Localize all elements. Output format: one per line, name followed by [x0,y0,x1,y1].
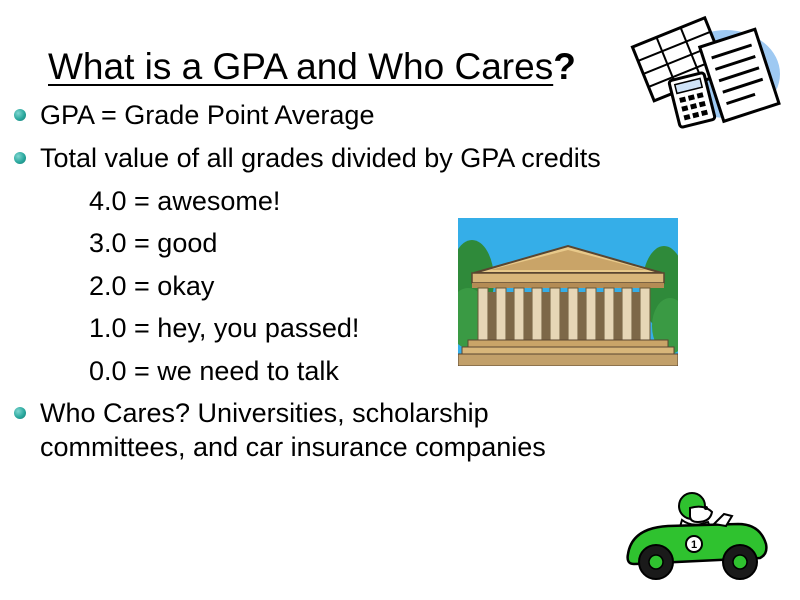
bullet-dot-icon [14,109,26,121]
title-text: What is a GPA and Who Cares [48,46,554,87]
bullet-dot-icon [14,407,26,419]
scale-item-2: 2.0 = okay [89,271,215,301]
bullet-text: GPA = Grade Point Average [40,100,375,130]
scale-item-1: 1.0 = hey, you passed! [89,313,360,343]
scale-item-3: 3.0 = good [89,228,218,258]
calculator-clipart-icon [630,14,790,129]
bullet-dot-icon [14,152,26,164]
race-car-clipart-icon [622,486,772,586]
title-question-mark: ? [553,46,576,87]
bullet-text: Total value of all grades divided by GPA credits [40,143,601,173]
bullet-text: Who Cares? Universities, scholarship committees, and car insurance companies [40,398,546,462]
bullet-who-cares [14,396,654,466]
scale-item-4: 4.0 = awesome! [89,186,281,216]
slide-title [48,44,576,90]
scale-item-0: 0.0 = we need to talk [89,356,339,386]
car-number: 1 [690,539,698,551]
temple-clipart-icon [458,218,678,366]
